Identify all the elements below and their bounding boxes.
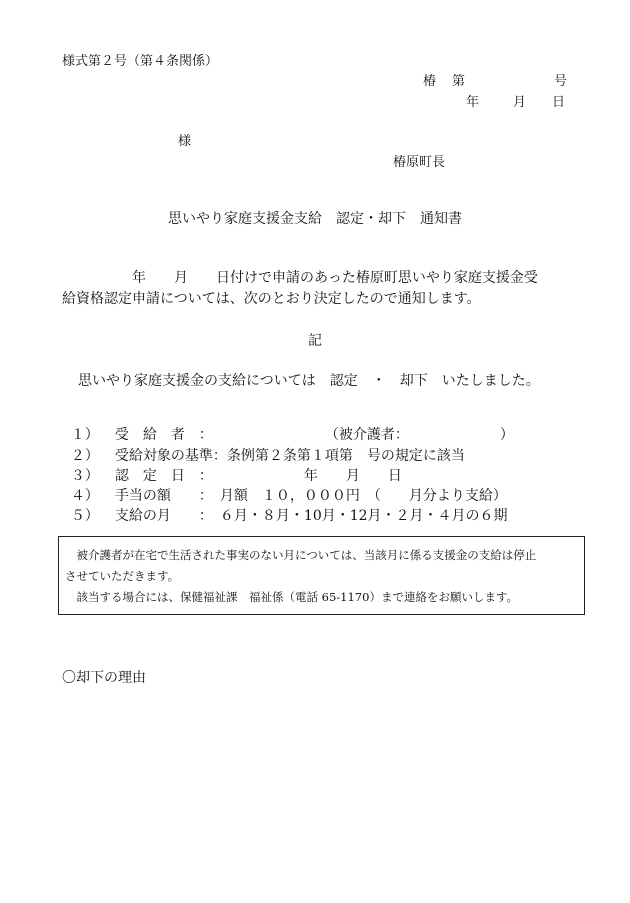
document-number-dai: 第 bbox=[452, 74, 466, 89]
item-number: １） bbox=[70, 427, 99, 443]
item-text: 手当の額 ： 月額 １０，０００円 （ 月分より支給） bbox=[114, 488, 507, 504]
ki-heading: 記 bbox=[308, 333, 322, 349]
item-number: ３） bbox=[70, 468, 99, 484]
document-number-go: 号 bbox=[554, 74, 568, 89]
list-item bbox=[62, 489, 508, 525]
intro-line-2: 給資格認定申請については、次のとおり決定したので通知します。 bbox=[62, 291, 481, 307]
item-number: ４） bbox=[70, 488, 99, 504]
sender-mayor: 椿原町長 bbox=[393, 155, 446, 170]
addressee-sama: 様 bbox=[178, 134, 192, 149]
date-day-label: 日 bbox=[552, 95, 566, 110]
date-year-label: 年 bbox=[466, 95, 480, 110]
intro-paragraph bbox=[62, 268, 582, 310]
date-month-label: 月 bbox=[513, 95, 527, 110]
document-title: 思いやり家庭支援金支給 認定・却下 通知書 bbox=[168, 211, 462, 227]
item-number: ５） bbox=[70, 508, 99, 524]
item-text: 受給対象の基準：条例第２条第１項第 号の規定に該当 bbox=[114, 448, 465, 464]
intro-line-1: 年 月 日付けで申請のあった椿原町思いやり家庭支援金受 bbox=[62, 270, 538, 286]
form-identifier: 様式第２号（第４条関係） bbox=[62, 54, 219, 69]
item-text: 認 定 日 ： 年 月 日 bbox=[114, 468, 402, 484]
item-number: ２） bbox=[70, 448, 99, 464]
notice-line-2: させていただきます。 bbox=[65, 569, 180, 583]
decision-statement: 思いやり家庭支援金の支給については 認定 ・ 却下 いたしました。 bbox=[78, 373, 540, 389]
notice-line-1: 被介護者が在宅で生活された事実のない月については、当該月に係る支援金の支給は停止 bbox=[65, 548, 537, 562]
item-text: 支給の月 ： ６月・８月・10月・12月・２月・４月の６期 bbox=[114, 508, 508, 524]
document-number-prefix: 椿 bbox=[423, 74, 437, 89]
rejection-reason-label: 〇却下の理由 bbox=[62, 670, 146, 686]
notice-line-3: 該当する場合には、保健福祉課 福祉係（電話 65-1170）まで連絡をお願いします。 bbox=[65, 590, 519, 604]
notice-box bbox=[58, 536, 585, 615]
item-text: 受 給 者 ： （被介護者： ） bbox=[114, 427, 514, 443]
